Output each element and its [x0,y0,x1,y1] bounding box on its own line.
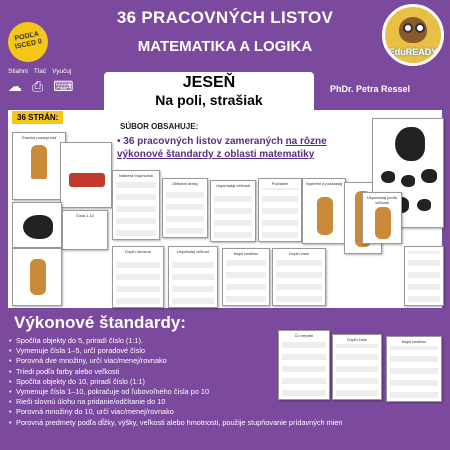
worksheet-thumbnail [272,248,326,306]
worksheet-thumbnail [210,180,256,242]
action-icons [8,68,73,95]
crow-image [417,199,431,211]
sheet-grid [226,258,266,302]
scarecrow-image [317,197,333,235]
sheet-grid [116,180,156,236]
standard-item: • Porovná množiny do 10, určí viac/menej/rovnako [8,407,448,417]
printer-icon: ⎙ [32,78,44,94]
sheet-title: Doplň obrázok [125,249,151,254]
standard-item: • Vymenuje čísla 1–5, určí poradové číslo [8,346,448,356]
sheet-grid [408,251,440,302]
sheet-title: Nájdi cestičku [401,339,427,344]
print-label: Tlač [33,68,47,75]
pages-badge: 36 STRÁN: [12,111,63,124]
sheet-title: Čísla 1-10 [75,213,95,218]
worksheet-thumbnail [112,246,164,308]
worksheet-thumbnail [222,248,270,306]
scarecrow-image [30,259,46,295]
worksheet-thumbnail [258,178,302,242]
sheet-grid [276,258,322,302]
worksheet-thumbnail [302,178,346,244]
worksheet-thumbnail [168,246,218,308]
contains-label: SÚBOR OBSAHUJE: [120,122,199,131]
cloud-download-icon: ☁ [8,78,22,94]
sheet-title: Usporiadaj veľkosti [216,183,250,188]
sheet-title: Uspoľadaj veľkosť [176,249,210,254]
sheet-title: Číselná postupnosť [21,135,57,140]
worksheet-thumbnail [12,202,62,248]
standard-item: • Vymenuje čísla 1–10, pokračuje od ľubovoľného čísla po 10 [8,387,448,397]
sheet-grid [172,256,214,304]
eduready-logo [382,4,444,66]
worksheet-thumbnail [12,132,66,200]
season-title: JESEŇ [182,74,236,91]
standard-item: • Spočíta objekty do 10, priradí číslo (1:1) [8,377,448,387]
sheet-grid [262,188,298,238]
sheet-grid [166,188,204,234]
sheet-title: Obtiahni dráhy [171,181,198,186]
sheet-title: Nájdi cestičku [233,251,259,256]
standard-item: • Triedi podľa farby alebo veľkosti [8,367,448,377]
teacher-icon: ⌨ [53,78,74,94]
download-label: Stiahni [8,68,28,75]
sheet-title: Doplň číslo [347,337,367,342]
owl-eye-right [415,23,425,33]
standards-title: Výkonové štandardy: [14,313,186,332]
teach-label: Vyučuj [52,68,72,75]
owl-eye-left [403,23,413,33]
crow-image [23,215,53,239]
worksheet-thumbnail [62,210,108,250]
worksheet-thumbnail [12,248,62,306]
worksheet-thumbnail [112,170,160,240]
sheet-grid [214,190,252,238]
worksheet-thumbnail [362,192,402,244]
logo-text: EduREADY [388,47,438,57]
desc-highlight: na rôzne výkonové štandardy z oblasti matematiky [117,136,327,160]
crow-image [401,175,415,187]
scarecrow-image [375,207,391,239]
standard-item: • Rieši slovnú úlohu na pridanie/odčítanie do 10 [8,397,448,407]
sheet-grid [116,256,160,304]
sheet-title: Nakresli trojuholník [118,173,153,178]
sheet-title: Doplň číslo [289,251,309,256]
scarecrow-image [31,145,47,179]
crow-image [421,169,437,183]
standard-item: • Porovná predmety podľa dĺžky, výšky, veľkosti alebo hmotnosti, použije stupňovanie prídavných mien [8,418,448,428]
content-description: • 36 pracovných listov zameraných na rôzne výkonové štandardy z oblasti matematiky [117,136,327,160]
worksheet-thumbnail [404,246,444,306]
crow-image [381,171,395,183]
author-name: PhDr. Petra Ressel [330,84,411,94]
sheet-title: Počítanie [271,181,289,186]
worksheet-thumbnail [60,142,112,208]
isced-badge: PODĽA ISCED 0 [4,18,51,65]
subtopic-title: Na poli, strašiak [155,92,263,108]
wheelbarrow-image [69,173,105,187]
desc-text: 36 pracovných listov zameraných [123,136,286,147]
sheet-title: Usporiadaj podľa veľkosti [366,195,398,205]
standard-item: • Spočíta objekty do 5, priradí číslo (1:1). [8,336,448,346]
sheet-title: Vystrihni a poskladaj [305,181,343,186]
product-title: 36 PRACOVNÝCH LISTOV [116,8,334,27]
standards-list [8,336,448,428]
standard-item: • Porovná dve množiny, určí viac/menej/rovnako [8,356,448,366]
sheet-title: Čo nepatrí [294,333,314,338]
worksheet-thumbnail [162,178,208,238]
crow-image [395,127,425,161]
product-subtitle: MATEMATIKA A LOGIKA [137,38,313,55]
